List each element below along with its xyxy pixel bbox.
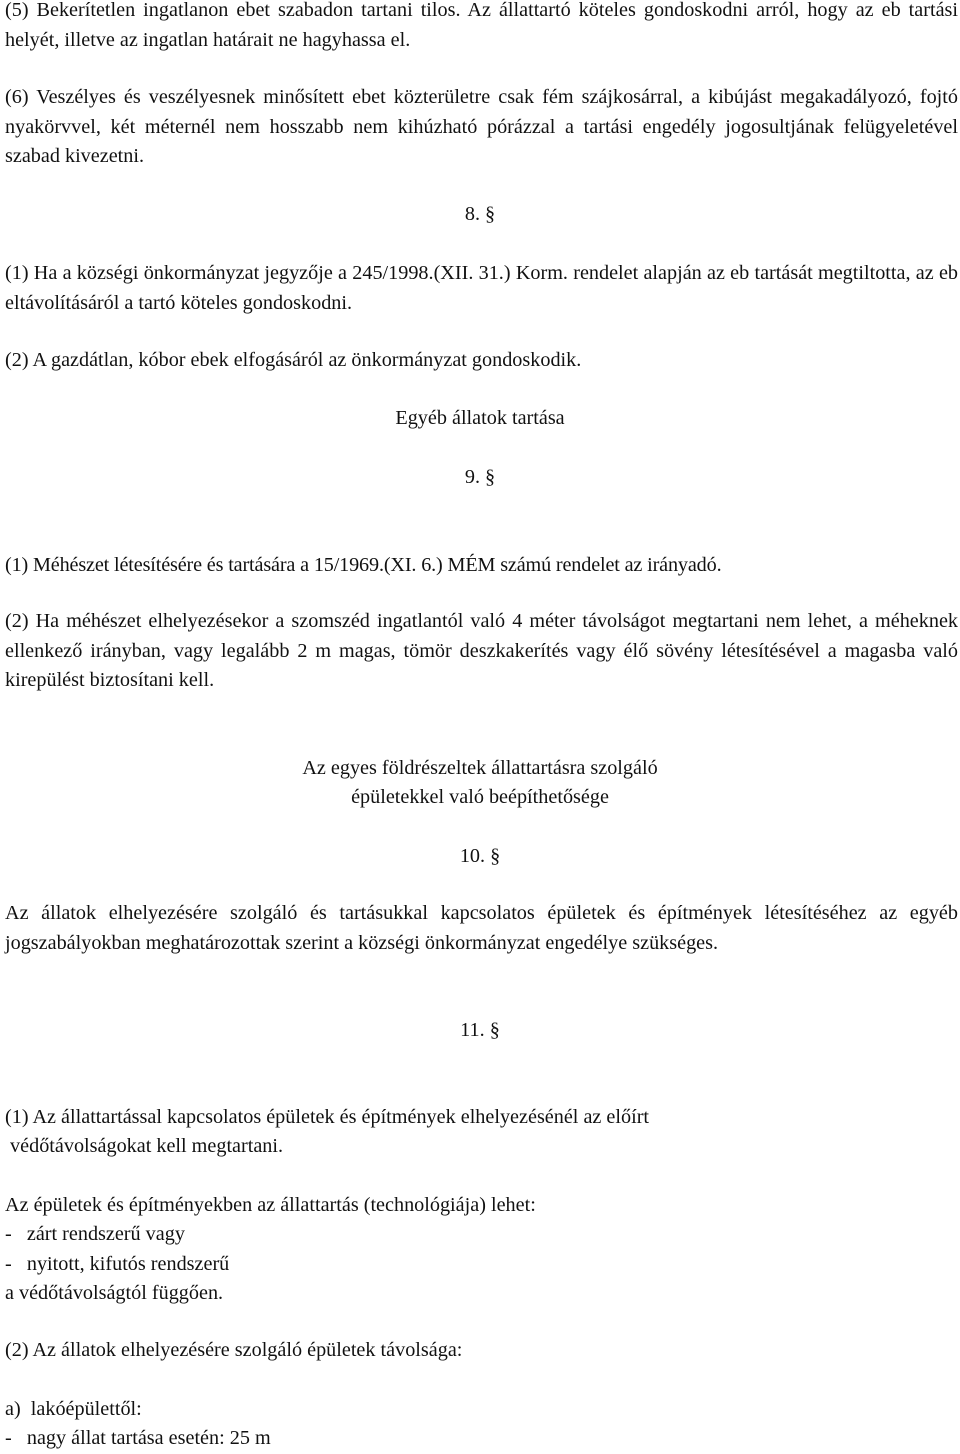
paragraph-11-1-line2: védőtávolságokat kell megtartani. [5, 1135, 284, 1157]
paragraph-7-6: (6) Veszélyes és veszélyesnek minősített ebet közterületre csak fém szájkosárral, a kibújást megakadályozó, fojtó nyakörvvel, két méternél nem hosszabb nem kihúzható pórázzal a tartási engedély jogosultjának felügyeletével szabad kivezetni. [5, 86, 958, 168]
heading-foldreszletek-line1: Az egyes földrészeltek állattartásra szolgáló [302, 757, 658, 779]
paragraph-9-1: (1) Méhészet létesítésére és tartására a 15/1969.(XI. 6.) MÉM számú rendelet az irányadó. [5, 554, 722, 576]
paragraph-8-2: (2) A gazdátlan, kóbor ebek elfogásáról az önkormányzat gondoskodik. [5, 349, 582, 371]
paragraph-11-2: (2) Az állatok elhelyezésére szolgáló épületek távolsága: [5, 1339, 463, 1361]
section-11-heading: 11. § [460, 1019, 500, 1041]
paragraph-11-technology: Az épületek és építményekben az állattartás (technológiája) lehet: [5, 1194, 536, 1216]
list-item: - zárt rendszerű vagy [5, 1223, 185, 1245]
paragraph-11-1-line1: (1) Az állattartással kapcsolatos épületek és építmények elhelyezésénél az előírt [5, 1106, 650, 1128]
list-item: - nyitott, kifutós rendszerű [5, 1252, 230, 1275]
paragraph-7-5: (5) Bekerítetlen ingatlanon ebet szabadon tartani tilos. Az állattartó köteles gondoskodni arról, hogy az eb tartási helyét, illetve az ingatlan határait ne hagyhassa el. [5, 0, 958, 51]
paragraph-10: Az állatok elhelyezésére szolgáló és tartásukkal kapcsolatos épületek és építmények létesítéséhez az egyéb jogszabályokban meghatározottak szerint a községi önkormányzat engedélye szükséges. [5, 902, 958, 954]
heading-egyeb-allatok: Egyéb állatok tartása [395, 407, 565, 429]
paragraph-11-technology-end: a védőtávolságtól függően. [5, 1282, 224, 1304]
paragraph-9-2: (2) Ha méhészet elhelyezésekor a szomszéd ingatlantól való 4 méter távolságot megtartani nem lehet, a méheknek ellenkező irányban, vagy legalább 2 m magas, tömör deszkakerítés vagy élő sövény létesítésével a magasba való kirepülést biztosítani kell. [5, 610, 958, 692]
technology-list [5, 1220, 958, 1279]
heading-foldreszletek-line2: épületekkel való beépíthetősége [351, 786, 609, 808]
section-8-heading: 8. § [464, 203, 496, 225]
paragraph-8-1: (1) Ha a községi önkormányzat jegyzője a 245/1998.(XII. 31.) Korm. rendelet alapján az eb tartását megtiltotta, az eb eltávolításáról a tartó köteles gondoskodni. [5, 262, 958, 314]
paragraph-11-a-item: - nagy állat tartása esetén: 25 m [5, 1427, 271, 1449]
paragraph-11-a: a) lakóépülettől: [5, 1398, 142, 1420]
section-10-heading: 10. § [459, 845, 501, 867]
section-9-heading: 9. § [464, 466, 496, 488]
